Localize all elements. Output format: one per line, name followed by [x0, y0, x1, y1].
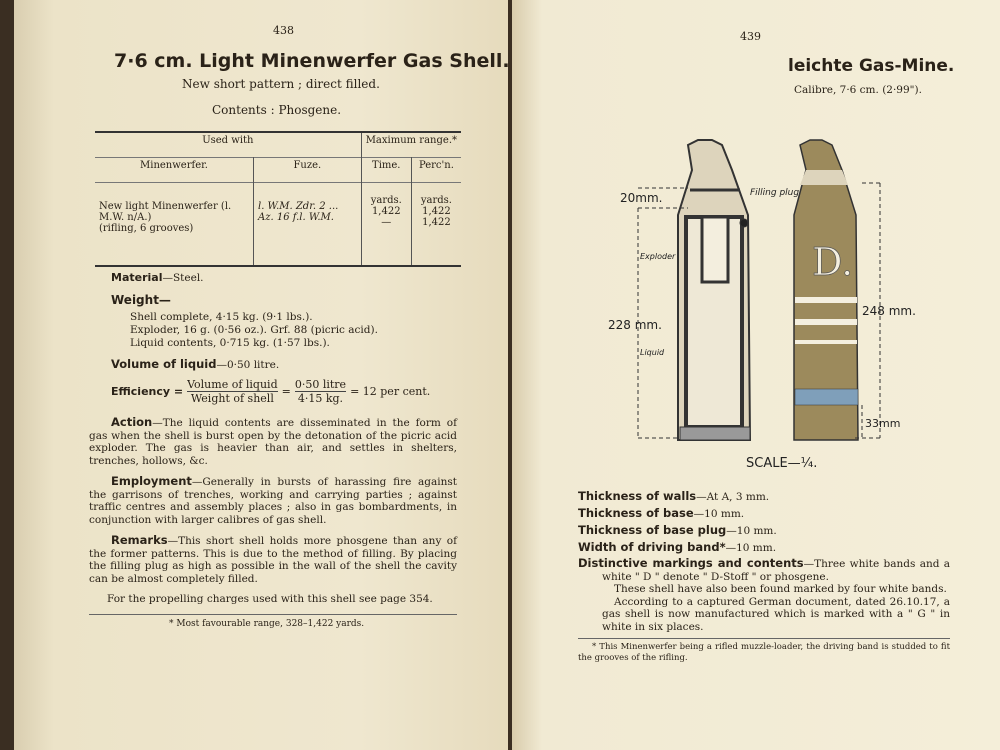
- subtitle: New short pattern ; direct filled.: [182, 77, 380, 91]
- spec-label: Thickness of walls: [578, 489, 697, 503]
- contents: Contents : Phosgene.: [212, 103, 342, 117]
- shell-diagram: [600, 135, 930, 480]
- employment-label: Employment: [111, 474, 192, 488]
- volume-label: Volume of liquid: [111, 357, 217, 371]
- header-max-range: Maximum range.*: [361, 133, 461, 158]
- cell-unit: yards.: [420, 195, 452, 206]
- page-title: 7·6 cm. Light Minenwerfer Gas Shell.: [114, 50, 510, 72]
- cell-note: (rifling, 6 grooves): [99, 223, 194, 234]
- scale-label: SCALE—¼.: [746, 456, 818, 471]
- cell-time: 1,422: [371, 206, 401, 217]
- spec-value: —At A, 3 mm.: [696, 491, 770, 503]
- weight-line: Shell complete, 4·15 kg. (9·1 lbs.).: [130, 311, 313, 323]
- footnote-rule: [578, 638, 950, 639]
- eff-numerator: 0·50 litre: [294, 378, 347, 391]
- spec-value: —10 mm.: [726, 525, 777, 537]
- remarks-paragraph: [89, 534, 457, 585]
- spec-value: —10 mm.: [693, 508, 745, 520]
- action-text: —The liquid contents are disseminated in the form of gas when the shell is burst open by the detonation of the picric acid exploder. The gas is heavier than air, and settles in shelters, trenches, hollows, &c.: [89, 417, 457, 467]
- footnote-rule: [89, 614, 457, 615]
- markings-text: —Three white bands and a white " D " denote " D-Stoff " or phosgene.: [602, 558, 951, 583]
- action-paragraph: [89, 416, 457, 467]
- exploder-label: Exploder: [640, 252, 676, 261]
- page-number: 438: [273, 24, 294, 37]
- col-minenwerfer: Minenwerfer.: [140, 160, 208, 171]
- markings-label: Distinctive markings and contents: [578, 556, 804, 570]
- marking-letter: D.: [812, 240, 854, 284]
- cell-fuze: Az. 16 f.l. W.M.: [258, 212, 334, 223]
- employment-text: —Generally in bursts of harassing fire against the garrisons of trenches, working and carrying parties ; against traffic centres and assembly places ; also in gas bombardments, in conjunction with larger calibres of gas shell.: [89, 476, 457, 526]
- calibre: Calibre, 7·6 cm. (2·99").: [794, 84, 922, 96]
- cell-perc: 1,422: [422, 206, 451, 217]
- cell-minenwerfer: New light Minenwerfer (l. M.W. n/A.): [99, 201, 232, 223]
- cell-unit: yards.: [370, 195, 402, 206]
- right-page: [512, 0, 1000, 750]
- col-time: Time.: [361, 158, 411, 183]
- action-label: Action: [111, 415, 153, 429]
- remarks-label: Remarks: [111, 533, 168, 547]
- markings-paragraph: [578, 557, 950, 583]
- dim-body-label: 228 mm.: [608, 318, 662, 332]
- markings-paragraph: According to a captured German document, dated 26.10.17, a gas shell is now manufactured which is marked with a " G " in white in six places.: [602, 595, 950, 633]
- eff-denominator: 4·15 kg.: [297, 392, 344, 405]
- specs-list: [578, 488, 950, 556]
- material-label: Material: [111, 271, 163, 284]
- material-value: —Steel.: [162, 272, 204, 284]
- eff-denominator: Weight of shell: [190, 392, 274, 405]
- spec-label: Thickness of base plug: [578, 523, 727, 537]
- cell-fuze: l. W.M. Zdr. 2 ...: [258, 201, 339, 212]
- cell-time: —: [381, 217, 392, 228]
- spec-item: [578, 539, 950, 556]
- page-number: 439: [740, 30, 761, 43]
- spec-item: [578, 522, 950, 539]
- dim-base-label: 33mm: [865, 417, 901, 430]
- eff-result: = 12 per cent.: [350, 385, 431, 398]
- filling-plug-label: Filling plug: [750, 188, 800, 198]
- table-row: [95, 183, 461, 266]
- col-percussion: Perc'n.: [411, 158, 461, 183]
- footnote: * This Minenwerfer being a rifled muzzle-loader, the driving band is studded to fit the grooves of the rifling.: [578, 642, 950, 663]
- weight-label: Weight—: [111, 293, 171, 307]
- markings-paragraph: These shell have also been found marked by four white bands.: [614, 583, 947, 595]
- weight-line: Liquid contents, 0·715 kg. (1·57 lbs.).: [130, 337, 330, 349]
- liquid-label: Liquid: [640, 348, 665, 357]
- spec-label: Width of driving band*: [578, 540, 726, 554]
- propelling-note: For the propelling charges used with this shell see page 354.: [107, 593, 433, 605]
- remarks-text: —This short shell holds more phosgene than any of the former patterns. This is due to the method of filling. By placing the filling plug as high as possible in the wall of the shell the cavity can be almost completely filled.: [89, 535, 457, 585]
- spec-label: Thickness of base: [578, 506, 694, 520]
- col-fuze: Fuze.: [254, 158, 362, 183]
- footnote: * Most favourable range, 328–1,422 yards.: [169, 618, 365, 629]
- spec-item: [578, 505, 950, 522]
- spec-value: —10 mm.: [725, 542, 777, 554]
- employment-paragraph: [89, 475, 457, 526]
- eff-numerator: Volume of liquid: [187, 378, 278, 391]
- dim-total-label: 248 mm.: [862, 304, 916, 318]
- shell-cross-section: [678, 140, 750, 440]
- left-page: 438 7·6 cm. Light Minenwerfer Gas Shell. New short pattern ; direct filled. Contents : Phosgene. Used with Maximum range.* Minenwerfer. Fuze. Time. Perc'n. New light Minenwerfer (l. M.W. n/A.) (rifling, 6 grooves) l. W.M. Zdr. 2 ... Az. 16 f.l. W.M. yards. 1,422 — yards. 1,422 1,422 Material—Steel. Weight— Shell complete, 4·15 kg. (9·1 lbs.). Exploder, 16 g. (0·56 oz.). Grf. 88 (picric acid). Liquid contents, 0·715 kg. (1·57 lbs.). Volume of liquid—0·50 litre. Efficiency = Volume of liquid Weight of shell = 0·50 litre 4·15 kg. = 12 per cent. Action—The liquid contents are disseminated in the form of gas when the shell is burst open by the detonation of the picric acid exploder. The gas is heavier than air, and settles in shelters, trenches, hollows, &c. Employment—Generally in bursts of harassing fire against the garrisons of trenches, working and carrying parties ; against traffic centres and assembly places ; also in gas bombardments, in conjunction with larger calibres of gas shell. Remarks—This short shell holds more phosgene than any of the former patterns. This is due to the method of filling. By placing the filling plug as high as possible in the wall of the shell the cavity can be almost completely filled. For the propelling charges used with this shell see page 354. * Most favourable range, 328–1,422 yards.: [14, 0, 508, 750]
- header-used-with: Used with: [202, 135, 254, 146]
- range-table: [95, 131, 461, 267]
- spec-item: [578, 488, 950, 505]
- shell-exterior: [794, 140, 858, 440]
- dim-top-label: 20mm.: [620, 191, 663, 205]
- efficiency-label: Efficiency =: [111, 385, 184, 398]
- volume-value: —0·50 litre.: [216, 359, 280, 371]
- left-body-text: [89, 416, 457, 629]
- cell-perc: 1,422: [422, 217, 451, 228]
- right-body-text: [578, 488, 950, 664]
- weight-line: Exploder, 16 g. (0·56 oz.). Grf. 88 (picric acid).: [130, 324, 378, 336]
- page-title: leichte Gas-Mine.: [788, 56, 955, 76]
